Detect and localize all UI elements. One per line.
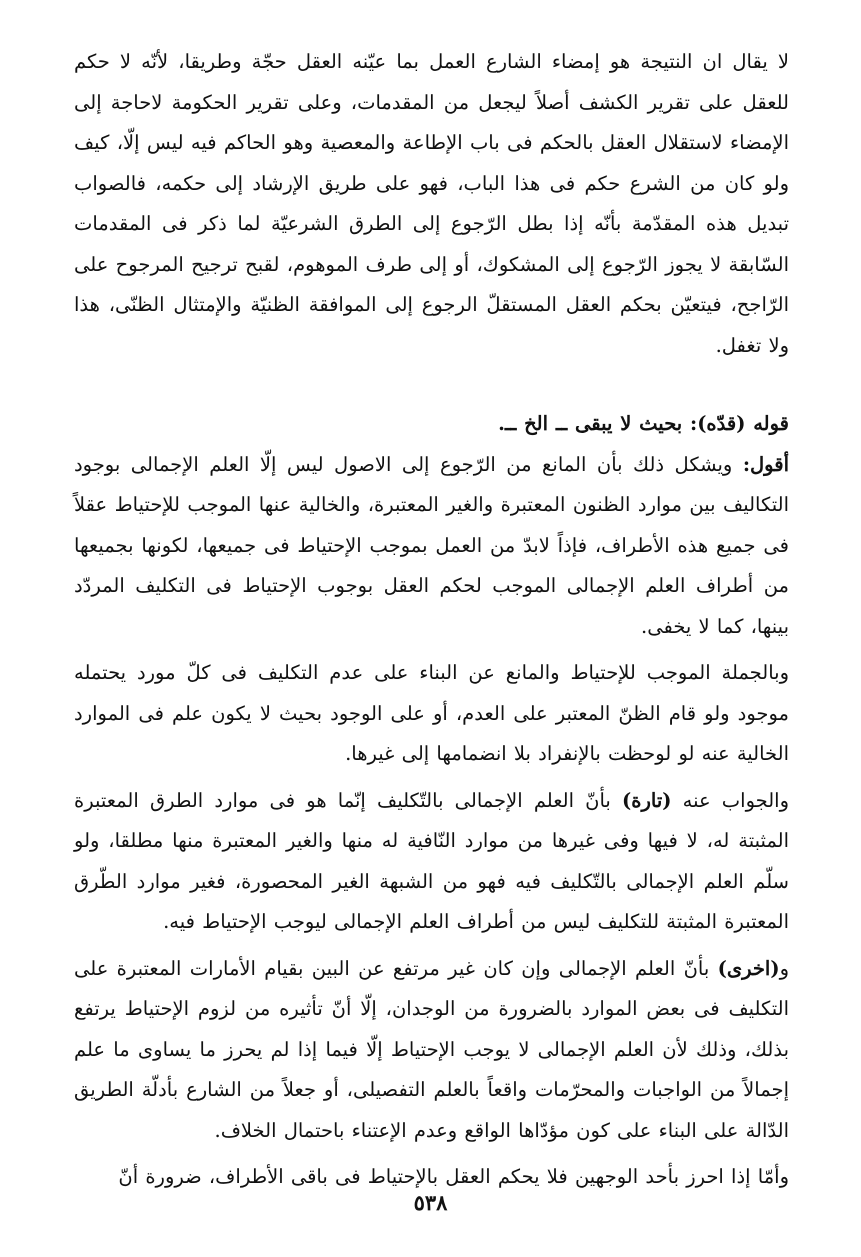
paragraph-2-text: ويشكل ذلك بأن المانع من الرّجوع إلى الاصول ليس إلّا العلم الإجمالى بوجود التكاليف بين موارد الظنون المعتبرة والغير المعتبرة، والخالية عنها الموجب للإحتياط عقلاً فى جميع هذه الأطراف، فإذاً لابدّ من العمل بموجب الإحتياط فى جميعها، لكونها بجميعها من أطراف العلم الإجمالى الموجب لحكم العقل بوجوب الإحتياط فى التكليف المردّد بينها، كما لا يخفى.	[74, 452, 789, 638]
page-number: ٥٣٨	[413, 1190, 448, 1215]
section-heading-text: قوله (قدّه): بحيث لا يبقى ــ الخ ــ.	[498, 412, 789, 435]
paragraph-2-label: أقول:	[742, 452, 789, 476]
paragraph-5-text: بأنّ العلم الإجمالى وإن كان غير مرتفع عن البين بقيام الأمارات المعتبرة على التكليف فى بعض الموارد بالضرورة من الوجدان، إلّا أنّ تأثيره من لزوم الإحتياط يرتفع بذلك، وذلك لأن العلم الإجمالى لا يوجب الإحتياط إلّا فيما إذا لم يحرز ما يساوى ما علم إجمالاً من الواجبات والمحرّمات واقعاً بالعلم التفصيلى، أو جعلاً من الشارع بأدلّة الطريق الدّالة على البناء على كون مؤدّاها الواقع وعدم الإعتناء باحتمال الخلاف.	[74, 956, 789, 1142]
paragraph-4-label: (تارة)	[622, 788, 672, 812]
section-heading	[74, 404, 789, 445]
paragraph-5	[74, 949, 789, 1152]
paragraph-5-label: (اخرى)	[717, 956, 780, 980]
paragraph-4-lead: والجواب عنه	[671, 788, 790, 812]
paragraph-4	[74, 781, 789, 943]
paragraph-6-text: وأمّا إذا احرز بأحد الوجهين فلا يحكم العقل بالإحتياط فى باقى الأطراف، ضرورة أنّ	[118, 1165, 789, 1188]
section-gap	[74, 366, 789, 404]
paragraph-2	[74, 445, 789, 648]
paragraph-3	[74, 653, 789, 775]
paragraph-1	[74, 42, 789, 366]
paragraph-1-text: لا يقال ان النتيجة هو إمضاء الشارع العمل بما عيّنه العقل حجّة وطريقا، لأنّه لا حكم للعقل على تقرير الكشف أصلاً ليجعل من المقدمات، وعلى تقرير الحكومة لاحاجة إلى الإمضاء لاستقلال العقل بالحكم فى باب الإطاعة والمعصية وهو الحاكم فيه ليس إلّا، كيف ولو كان من الشرع حكم فى هذا الباب، فهو على طريق الإرشاد إلى حكمه، فالصواب تبديل هذه المقدّمة بأنّه إذا بطل الرّجوع إلى الطرق الشرعيّة لما ذكر فى المقدمات السّابقة لا يجوز الرّجوع إلى المشكوك، أو إلى طرف الموهوم، لقبح ترجيح المرجوح على الرّاجح، فيتعيّن بحكم العقل المستقلّ الرجوع إلى الموافقة الظنيّة والإمتثال الظنّى، هذا ولا تغفل.	[74, 50, 789, 357]
paragraph-4-text: بأنّ العلم الإجمالى بالتّكليف إنّما هو فى موارد الطرق المعتبرة المثبتة له، لا فيها وفى غيرها من موارد النّافية له منها والغير المعتبرة منها مطلقا، ولو سلّم العلم الإجمالى بالتّكليف فيه فهو من الشبهة الغير المحصورة، فغير موارد الطّرق المعتبرة المثبتة للتكليف ليس من أطراف العلم الإجمالى ليوجب الإحتياط فيه.	[74, 788, 789, 933]
paragraph-3-text: وبالجملة الموجب للإحتياط والمانع عن البناء على عدم التكليف فى كلّ مورد يحتمله موجود ولو قام الظنّ المعتبر على العدم، أو على الوجود بحيث لا يكون علم فى الموارد الخالية عنه لو لوحظت بالإنفراد بلا انضمامها إلى غيرها.	[74, 661, 789, 765]
paragraph-5-lead: و	[779, 956, 789, 980]
